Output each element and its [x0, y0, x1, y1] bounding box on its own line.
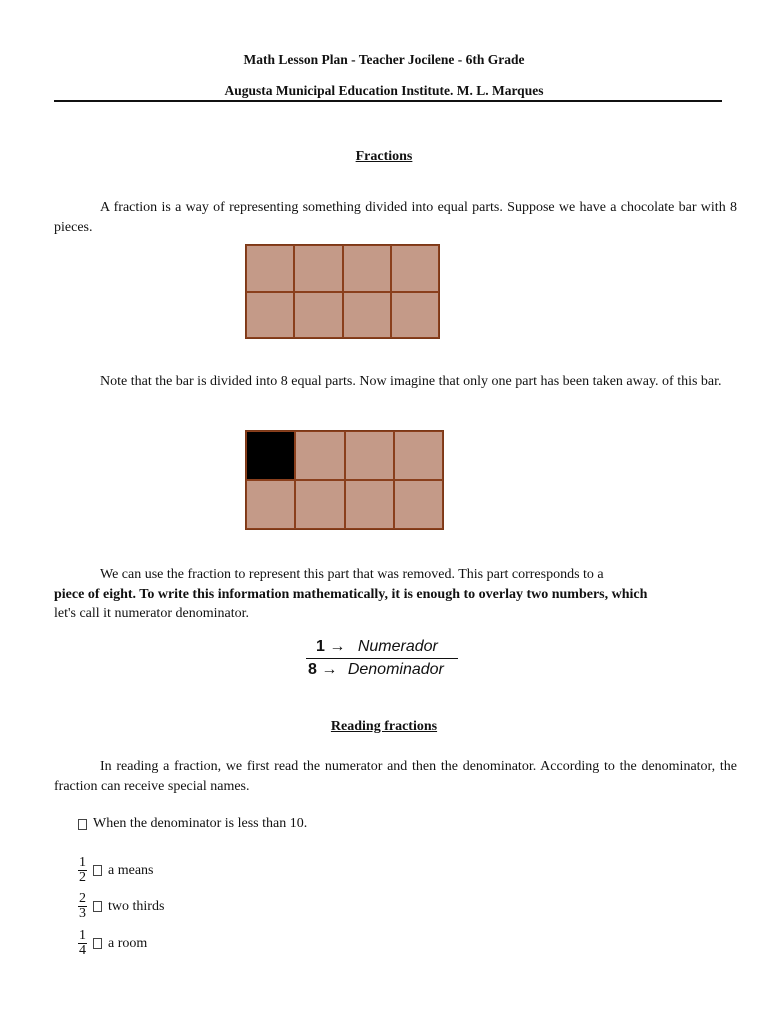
fraction-numerator: 1 [79, 855, 86, 870]
bullet-denominator-less-than-10 [78, 816, 307, 832]
numerator-value: 1 [316, 638, 325, 655]
institute-name: Augusta Municipal Education Institute. M. L. Marques [224, 83, 544, 98]
fraction-name: a room [108, 935, 148, 951]
paragraph-fraction-usage [54, 565, 737, 624]
fraction-diagram [306, 638, 458, 679]
section-title-reading-fractions: Reading fractions [330, 719, 438, 734]
fraction-item [78, 929, 147, 958]
header-divider [54, 100, 722, 102]
lesson-plan-title: Math Lesson Plan - Teacher Jocilene - 6th Grade [243, 52, 525, 67]
fraction-denominator: 2 [79, 870, 86, 885]
arrow-icon: → [329, 638, 346, 655]
fraction-numerator: 1 [79, 928, 86, 943]
bar-piece [343, 292, 391, 339]
paragraph-reading: In reading a fraction, we first read the numerator and then the denominator. According to the denominator, the fraction can receive special names. [54, 759, 737, 794]
fraction-numerator: 2 [79, 891, 86, 906]
bar-piece [345, 431, 394, 480]
section-title-fractions: Fractions [355, 149, 413, 164]
paragraph-line: We can use the fraction to represent this part that was removed. This part corresponds to a [100, 567, 604, 582]
fraction-bar [306, 658, 458, 659]
missing-glyph-icon [93, 865, 102, 876]
bar-piece [394, 480, 443, 529]
paragraph-intro: A fraction is a way of representing something divided into equal parts. Suppose we have a chocolate bar with 8 pieces. [54, 200, 737, 235]
fraction-symbol [78, 929, 87, 958]
fraction-denominator: 3 [79, 906, 86, 921]
numerator-row [306, 638, 458, 656]
numerator-label: Numerador [357, 638, 438, 655]
denominator-value: 8 [308, 661, 317, 678]
bar-piece [246, 245, 294, 292]
paragraph-line: let's call it numerator denominator. [54, 606, 249, 621]
chocolate-bar-full [245, 244, 440, 339]
fraction-symbol [78, 892, 87, 921]
bar-piece [343, 245, 391, 292]
missing-glyph-icon [93, 938, 102, 949]
fraction-item [78, 856, 153, 885]
bar-piece [394, 431, 443, 480]
denominator-label: Denominador [347, 661, 444, 678]
bar-piece [295, 431, 344, 480]
chocolate-bar-one-removed [245, 430, 444, 530]
fraction-item [78, 892, 164, 921]
missing-glyph-icon [93, 901, 102, 912]
missing-glyph-icon [78, 819, 87, 830]
fraction-denominator: 4 [79, 943, 86, 958]
bar-piece [295, 480, 344, 529]
bullet-text: When the denominator is less than 10. [93, 816, 308, 831]
bar-piece [391, 245, 439, 292]
bar-piece-removed [246, 431, 295, 480]
fraction-name: two thirds [108, 898, 165, 914]
fraction-symbol [78, 856, 87, 885]
paragraph-bar-divided: Note that the bar is divided into 8 equal parts. Now imagine that only one part has been taken away. of this bar. [100, 374, 722, 389]
paragraph-bold-line: piece of eight. To write this information mathematically, it is enough to overlay two numbers, which [54, 586, 648, 602]
bar-piece [391, 292, 439, 339]
bar-piece [246, 292, 294, 339]
denominator-row [306, 661, 458, 679]
arrow-icon: → [321, 661, 338, 678]
bar-piece [246, 480, 295, 529]
fraction-name: a means [108, 862, 154, 878]
bar-piece [294, 292, 342, 339]
bar-piece [294, 245, 342, 292]
bar-piece [345, 480, 394, 529]
